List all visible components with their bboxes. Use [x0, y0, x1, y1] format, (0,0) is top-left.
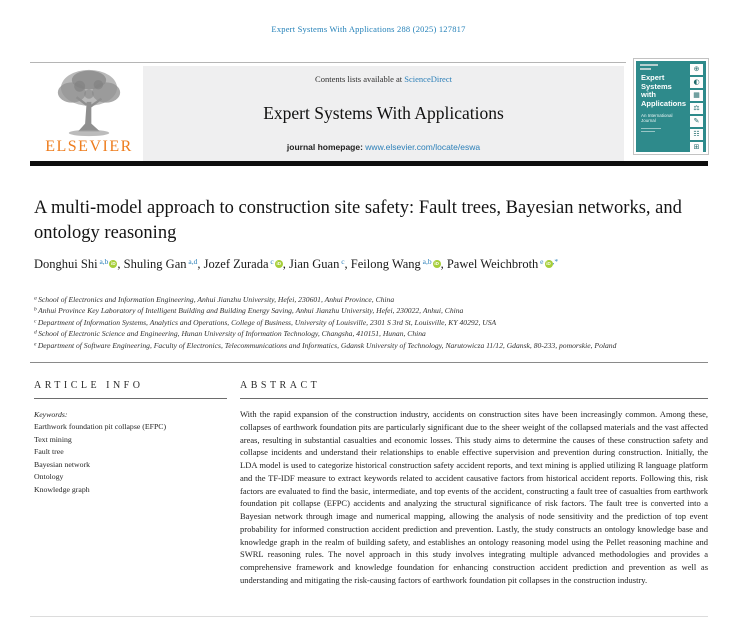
author-affiliation-sup: c: [339, 257, 345, 266]
affiliation-sup: c: [34, 318, 38, 325]
header-top-rule: [30, 62, 626, 63]
orcid-icon[interactable]: iD: [546, 261, 551, 266]
keyword-item: Knowledge graph: [34, 484, 90, 494]
orcid-icon[interactable]: iD: [111, 261, 116, 266]
bar-chart-icon: ▦: [690, 90, 703, 101]
page-bottom-rule: [30, 616, 708, 617]
keyword-item: Fault tree: [34, 447, 64, 457]
speaker-icon: ◐: [690, 77, 703, 88]
abstract-heading: ABSTRACT: [240, 380, 321, 391]
abstract-text: With the rapid expansion of the construction industry, accidents on construction sites have been increasingly common. Among these, collapses of earthwork foundation pits are particularly significant due to the sheer weight of the collapsed materials and the vast affected areas, resulting in substantial casualties and economic losses. This study aims to determine the causes of these construction safety and collapse incidents and understand their relationships to enable effective supervision and prevention during construction. Initially, the LDA model is used to categorize historical construction safety accident reports, and text mining is applied utilizing R language platform and the TF-IDF measure to extract keywords related to accident causative factors from historical accident reports. Following this, risk factors are evaluated to find the basic, intermediate, and top events of the accident, constructing a fault tree of casualties from earthwork foundation pit collapse (EFPC) accidents and analyzing the structural significance of risk factors. The fault tree is converted into a Bayesian network through image and numerical mapping, allowing the analysis of node sensitivity and the prediction of top event probability for informed construction accident prediction and prevention. Lastly, the study constructs an ontology knowledge base and knowledge graph in the realm of building safety, and establishes an ontology reasoning model using the Pellet reasoning machine and SWRL reasoning rules. The novel approach in this study involves integrating multiple advanced methodologies and provides a comprehensive framework and knowledge foundation for enhancing construction accident prediction and prevention as well as understanding and mitigating the risk-causing factors of earthwork foundation pit collapses in the construction industry.: [240, 409, 708, 585]
affiliation-sup: e: [34, 341, 38, 348]
affiliation-text: Department of Information Systems, Analytics and Operations, College of Business, University of Louisville, 2301 S 3rd St, Louisville, KY 40292, USA: [37, 317, 497, 327]
pen-icon: ✎: [690, 116, 703, 127]
elsevier-tree-icon: [50, 66, 128, 140]
affiliation-text: School of Electronics and Information Engineering, Anhui Jianzhu University, Hefei, 230601, Anhui Province, China: [38, 295, 395, 304]
elsevier-logo: [36, 66, 142, 162]
article-title: A multi-model approach to construction site safety: Fault trees, Bayesian networks, and ontology reasoning: [34, 198, 682, 243]
cover-icon-strip: [690, 64, 703, 153]
article-info-heading: ARTICLE INFO: [34, 380, 144, 391]
globe-icon: ⊕: [690, 64, 703, 75]
cover-editor-lines: [641, 128, 687, 133]
keywords-list: [34, 421, 227, 496]
author-name: Jian Guan: [288, 257, 340, 271]
author-affiliation-sup: a,d: [186, 257, 198, 266]
affiliation-sup: a: [34, 295, 39, 302]
orcid-icon[interactable]: iD: [276, 261, 281, 266]
affiliation-line: [34, 317, 700, 328]
affiliation-sup: d: [34, 329, 39, 336]
affiliation-line: [34, 305, 700, 316]
author-affiliation-sup: a,b: [97, 257, 109, 266]
contents-line: [315, 74, 452, 84]
cover-text-block: [641, 74, 687, 134]
author-name: Pawel Weichbroth: [446, 257, 539, 271]
affiliation-line: [34, 294, 700, 305]
affiliation-text: School of Electronic Science and Engineering, Hunan University of Information Technology, Changsha, 410151, Hunan, China: [38, 329, 426, 339]
author-name: Jozef Zurada: [203, 257, 269, 271]
author-affiliation-sup: e: [538, 257, 544, 266]
keyword-item: Earthwork foundation pit collapse (EFPC): [34, 422, 167, 432]
journal-cover-thumbnail: [633, 58, 709, 155]
author-name: Feilong Wang: [350, 257, 421, 271]
author-affiliation-sup: c: [268, 257, 274, 266]
affiliation-text: Anhui Province Key Laboratory of Intelligent Building and Building Energy Saving, Anhui Jianzhu University, Hefei, 230022, Anhui, China: [38, 306, 464, 316]
tool-icon: ⊞: [690, 142, 703, 153]
corresponding-author-marker[interactable]: ,*: [552, 257, 559, 266]
abstract-column: [240, 380, 708, 587]
cover-title-line: Expert: [641, 73, 665, 82]
scales-icon: ⚖: [690, 103, 703, 114]
keyword-item: Text mining: [34, 434, 72, 444]
keyword-item: Bayesian network: [34, 459, 91, 469]
affiliation-text: Department of Software Engineering, Faculty of Electronics, Telecommunications and Informatics, Gdansk University of Technology, Narutowicza 11/12, Gdansk, 80-233, pomorskie, Poland: [37, 340, 617, 350]
sciencedirect-link[interactable]: ScienceDirect: [404, 74, 452, 84]
abstract-rule: [240, 398, 708, 399]
cover-title-line: with: [641, 90, 656, 100]
article-info-rule: [34, 398, 227, 399]
homepage-prefix: journal homepage:: [286, 142, 366, 152]
keywords-block: [34, 409, 227, 496]
affiliations-list: [34, 294, 700, 351]
elsevier-wordmark: ELSEVIER: [45, 138, 133, 155]
header-divider-bar: [30, 161, 708, 166]
affiliation-sup: b: [34, 306, 39, 313]
cover-title-line: Systems: [641, 81, 672, 91]
cover-title-line: Applications: [641, 98, 687, 108]
cover-journal-title: [641, 74, 687, 109]
author-name: Shuling Gan: [123, 257, 187, 271]
author-affiliation-sup: a,b: [420, 257, 432, 266]
journal-cover-art: [636, 61, 706, 152]
section-divider-rule: [30, 362, 708, 363]
author-list: Donghui Shi $^{a,b}$ iD , Shuling Gan $^{a,d}$, Jozef Zurada $^c$ iD , Jian Guan $^c$, Feilong Wang $^{a,b}$ iD , Pawel Weichbroth $^e$ iD ,*: [34, 257, 559, 271]
machine-icon: ☷: [690, 129, 703, 140]
affiliation-line: [34, 328, 700, 339]
keyword-item: Ontology: [34, 472, 64, 482]
cover-subtitle: An International Journal: [641, 112, 673, 124]
homepage-url-link[interactable]: www.elsevier.com/locate/eswa: [365, 142, 481, 152]
orcid-icon[interactable]: iD: [434, 261, 439, 266]
author-name: Donghui Shi: [34, 257, 98, 271]
journal-title: Expert Systems With Applications: [263, 102, 504, 123]
journal-banner: [143, 66, 624, 162]
affiliation-line: [34, 340, 700, 351]
article-info-column: [34, 380, 227, 496]
running-head-citation: Expert Systems With Applications 288 (2025) 127817: [271, 24, 466, 34]
contents-prefix: Contents lists available at: [315, 74, 405, 84]
cover-publisher-mark: [640, 64, 658, 71]
journal-homepage-line: [287, 142, 480, 152]
keywords-label: Keywords:: [34, 410, 68, 419]
